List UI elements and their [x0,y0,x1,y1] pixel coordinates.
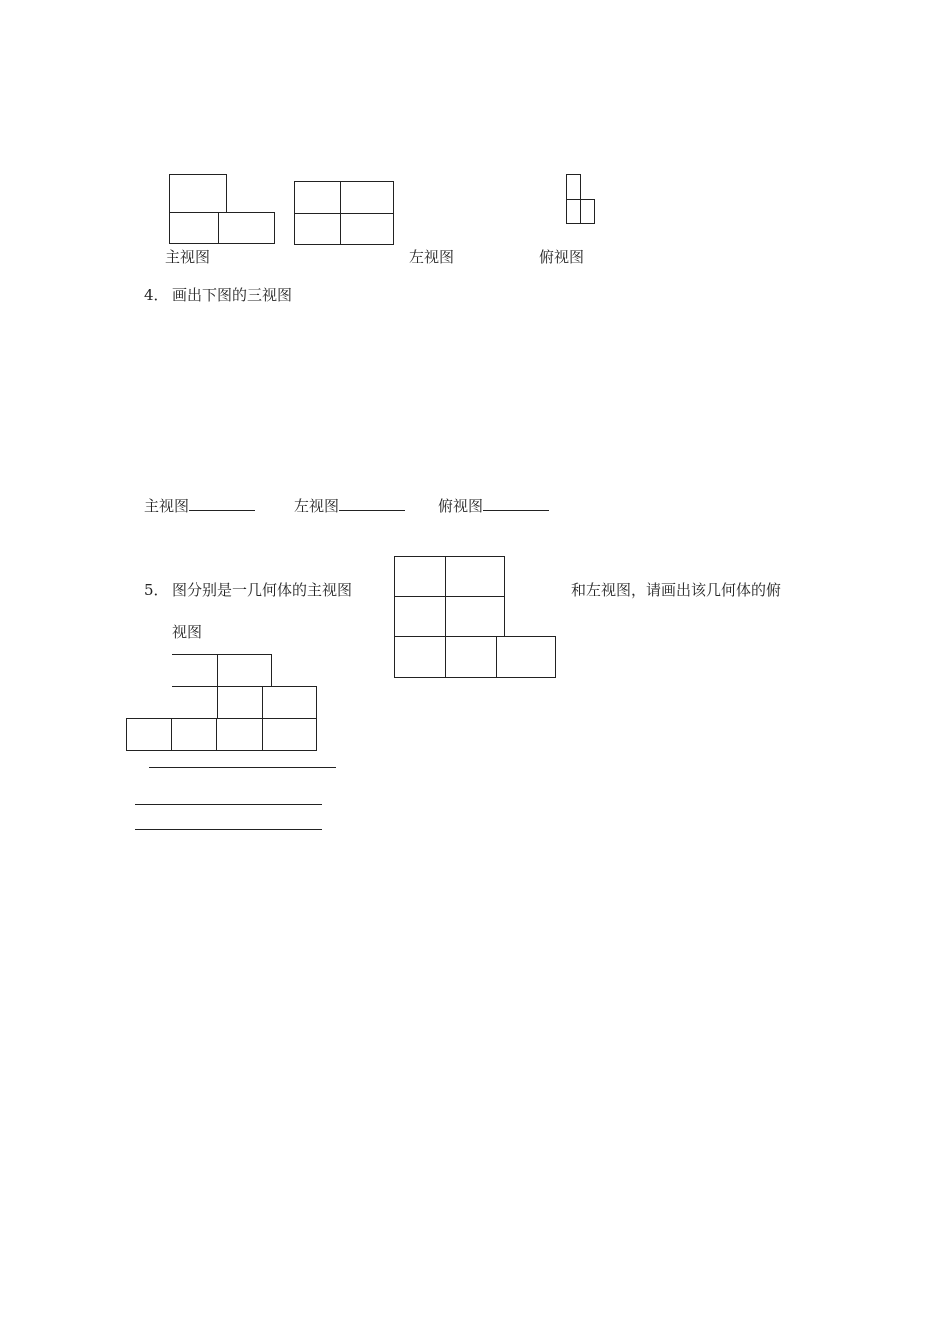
q4-number: 4． [144,286,169,304]
top-view-cell [580,199,595,224]
left-view-cell [294,181,341,214]
q4-front-label: 主视图 [144,497,190,515]
front-view-cell [169,174,227,213]
q4-prompt: 画出下图的三视图 [172,286,293,304]
q5-left-view-cell [171,718,217,751]
q5-prompt-part-c: 视图 [172,623,203,641]
q5-left-view-cell [216,718,263,751]
q5-left-view-cell [126,718,172,751]
q5-left-view-edge [172,686,217,687]
left-view-cell [294,213,341,245]
q5-left-view-cell [262,718,317,751]
q5-answer-line[interactable] [135,829,322,830]
left-view-cell [340,181,394,214]
answer-blank[interactable] [189,496,255,511]
answer-blank[interactable] [483,496,549,511]
q5-left-view-cell [217,686,263,719]
front-view-cell [169,212,219,244]
front-view-cell [218,212,275,244]
q4-front-answer [144,496,255,515]
q4-top-answer [438,496,549,515]
q5-prompt-part-a: 图分别是一几何体的主视图 [172,581,353,599]
q5-main-view-cell [394,596,446,637]
q4-top-label: 俯视图 [438,497,484,515]
q5-answer-line[interactable] [149,767,336,768]
top-view-cell [566,174,581,200]
q4-left-label: 左视图 [294,497,340,515]
q5-left-view-cell [262,686,317,719]
q5-main-view-cell [394,556,446,597]
front-view-label: 主视图 [165,248,211,266]
answer-blank[interactable] [339,496,405,511]
q5-left-view-edge [172,654,217,655]
q5-answer-line[interactable] [135,804,322,805]
q5-main-view-cell [496,636,556,678]
top-view-label: 俯视图 [539,248,585,266]
q5-main-view-cell [445,556,505,597]
top-view-cell [566,199,581,224]
q5-main-view-cell [445,596,505,637]
left-view-cell [340,213,394,245]
q4-left-answer [294,496,405,515]
q5-prompt-part-b: 和左视图，请画出该几何体的俯 [571,581,782,599]
q5-main-view-cell [445,636,497,678]
q5-number: 5． [144,581,169,599]
q5-left-view-cell [217,654,272,687]
q5-main-view-cell [394,636,446,678]
left-view-label: 左视图 [409,248,455,266]
